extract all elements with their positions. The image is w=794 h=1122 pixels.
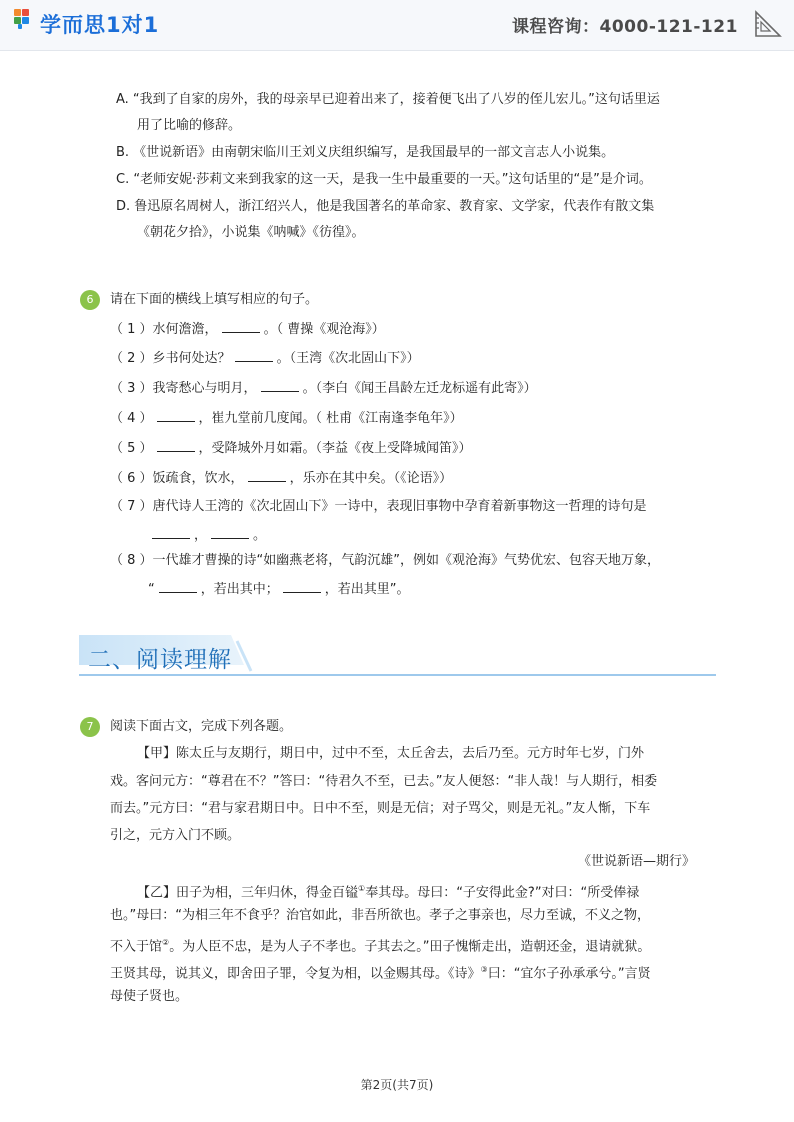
question-7-badge: 7 [80, 717, 100, 737]
q6-item-8-line2: “ ，若出其中； ，若出其里”。 [148, 582, 410, 597]
question-6-title: 请在下面的横线上填写相应的句子。 [110, 292, 319, 307]
option-d-line2: 《朝花夕拾》，小说集《呐喊》《彷徨》。 [137, 225, 365, 240]
hotline-text: 课程咨询：4000-121-121 [512, 17, 738, 37]
ruler-triangle-icon [754, 10, 782, 38]
q6-item-8-line1: （ 8 ）一代雄才曹操的诗“如幽燕老将，气韵沉雄”，例如《观沧海》气势优宏、包容天地万象， [110, 553, 661, 568]
option-a-line1: A. “我到了自家的房外，我的母亲早已迎着出来了，接着便飞出了八岁的侄儿宏儿。”这句话里运 [116, 92, 660, 107]
q6-item-7-line1: （ 7 ）唐代诗人王湾的《次北固山下》一诗中，表现旧事物中孕育着新事物这一哲理的诗句是 [110, 499, 647, 514]
question-7-title: 阅读下面古文，完成下列各题。 [110, 719, 293, 734]
answer-blank[interactable] [157, 409, 195, 422]
passage-yi-line1: 【乙】田子为相，三年归休，得金百镒①奉其母。母曰：“子安得此金?”对曰：“所受俸禄 [137, 884, 640, 901]
answer-blank[interactable] [248, 469, 286, 482]
q6-item-5: （ 5 ） ，受降城外月如霜。（李益《夜上受降城闻笛》） [110, 441, 472, 456]
section-title: 二、阅读理解 [88, 647, 232, 673]
passage-jia-line2: 戏。客问元方：“尊君在不？”答曰：“待君久不至，已去。”友人便怒：“非人哉！与人期行，相委 [110, 774, 658, 789]
page-header [0, 0, 794, 51]
answer-blank[interactable] [235, 349, 273, 362]
footnote-marker: ③ [480, 965, 488, 974]
option-d-line1: D. 鲁迅原名周树人，浙江绍兴人，他是我国著名的革命家、教育家、文学家，代表作有散文集 [116, 199, 655, 214]
q6-item-2: （ 2 ）乡书何处达？ 。（王湾《次北固山下》） [110, 351, 420, 366]
q6-item-7-line2: ， 。 [148, 526, 266, 544]
answer-blank[interactable] [211, 526, 249, 539]
passage-jia-line4: 引之，元方入门不顾。 [110, 828, 241, 843]
q6-item-6: （ 6 ）饭疏食，饮水， ，乐亦在其中矣。（《论语》） [110, 471, 453, 486]
q6-item-3: （ 3 ）我寄愁心与明月， 。（李白《闻王昌龄左迁龙标遥有此寄》） [110, 381, 537, 396]
q6-item-1: （ 1 ）水何澹澹， 。（ 曹操《观沧海》） [110, 322, 385, 337]
answer-blank[interactable] [157, 439, 195, 452]
passage-yi-line5: 母使子贤也。 [110, 989, 189, 1004]
passage-jia-line3: 而去。”元方曰：“君与家君期日中。日中不至，则是无信；对子骂父，则是无礼。”友人惭，下车 [110, 801, 651, 816]
page-footer: 第2页(共7页) [360, 1078, 434, 1092]
passage-yi-line4: 王贤其母，说其义，即舍田子罪，令复为相，以金赐其母。《诗》③曰：“宜尔子孙承承兮。”言贤 [110, 965, 651, 982]
q6-item-4: （ 4 ） ，崔九堂前几度闻。（ 杜甫《江南逢李龟年》） [110, 411, 463, 426]
passage-jia-line1: 【甲】陈太丘与友期行，期日中，过中不至，太丘舍去，去后乃至。元方时年七岁，门外 [137, 746, 645, 761]
footnote-marker: ② [162, 938, 170, 947]
brand-logo-icon [14, 9, 34, 29]
passage-yi-line3: 不入于馆②。为人臣不忠，是为人子不孝也。子其去之。”田子愧惭走出，造朝还金，退请就狱。 [110, 938, 651, 955]
answer-blank[interactable] [152, 526, 190, 539]
option-b: B. 《世说新语》由南朝宋临川王刘义庆组织编写，是我国最早的一部文言志人小说集。 [116, 145, 615, 160]
option-a-line2: 用了比喻的修辞。 [137, 118, 242, 133]
answer-blank[interactable] [261, 379, 299, 392]
question-6-badge: 6 [80, 290, 100, 310]
passage-source: 《世说新语—期行》 [578, 854, 696, 869]
option-c: C. “老师安妮·莎莉文来到我家的这一天，是我一生中最重要的一天。”这句话里的“是”是介词。 [116, 172, 652, 187]
answer-blank[interactable] [159, 580, 197, 593]
answer-blank[interactable] [222, 320, 260, 333]
brand-name: 学而思1对1 [40, 13, 160, 37]
answer-blank[interactable] [283, 580, 321, 593]
footnote-marker: ① [358, 884, 366, 893]
passage-yi-line2: 也。”母曰：“为相三年不食乎？治官如此，非吾所欲也。孝子之事亲也，尽力至诚，不义之物， [110, 908, 650, 923]
